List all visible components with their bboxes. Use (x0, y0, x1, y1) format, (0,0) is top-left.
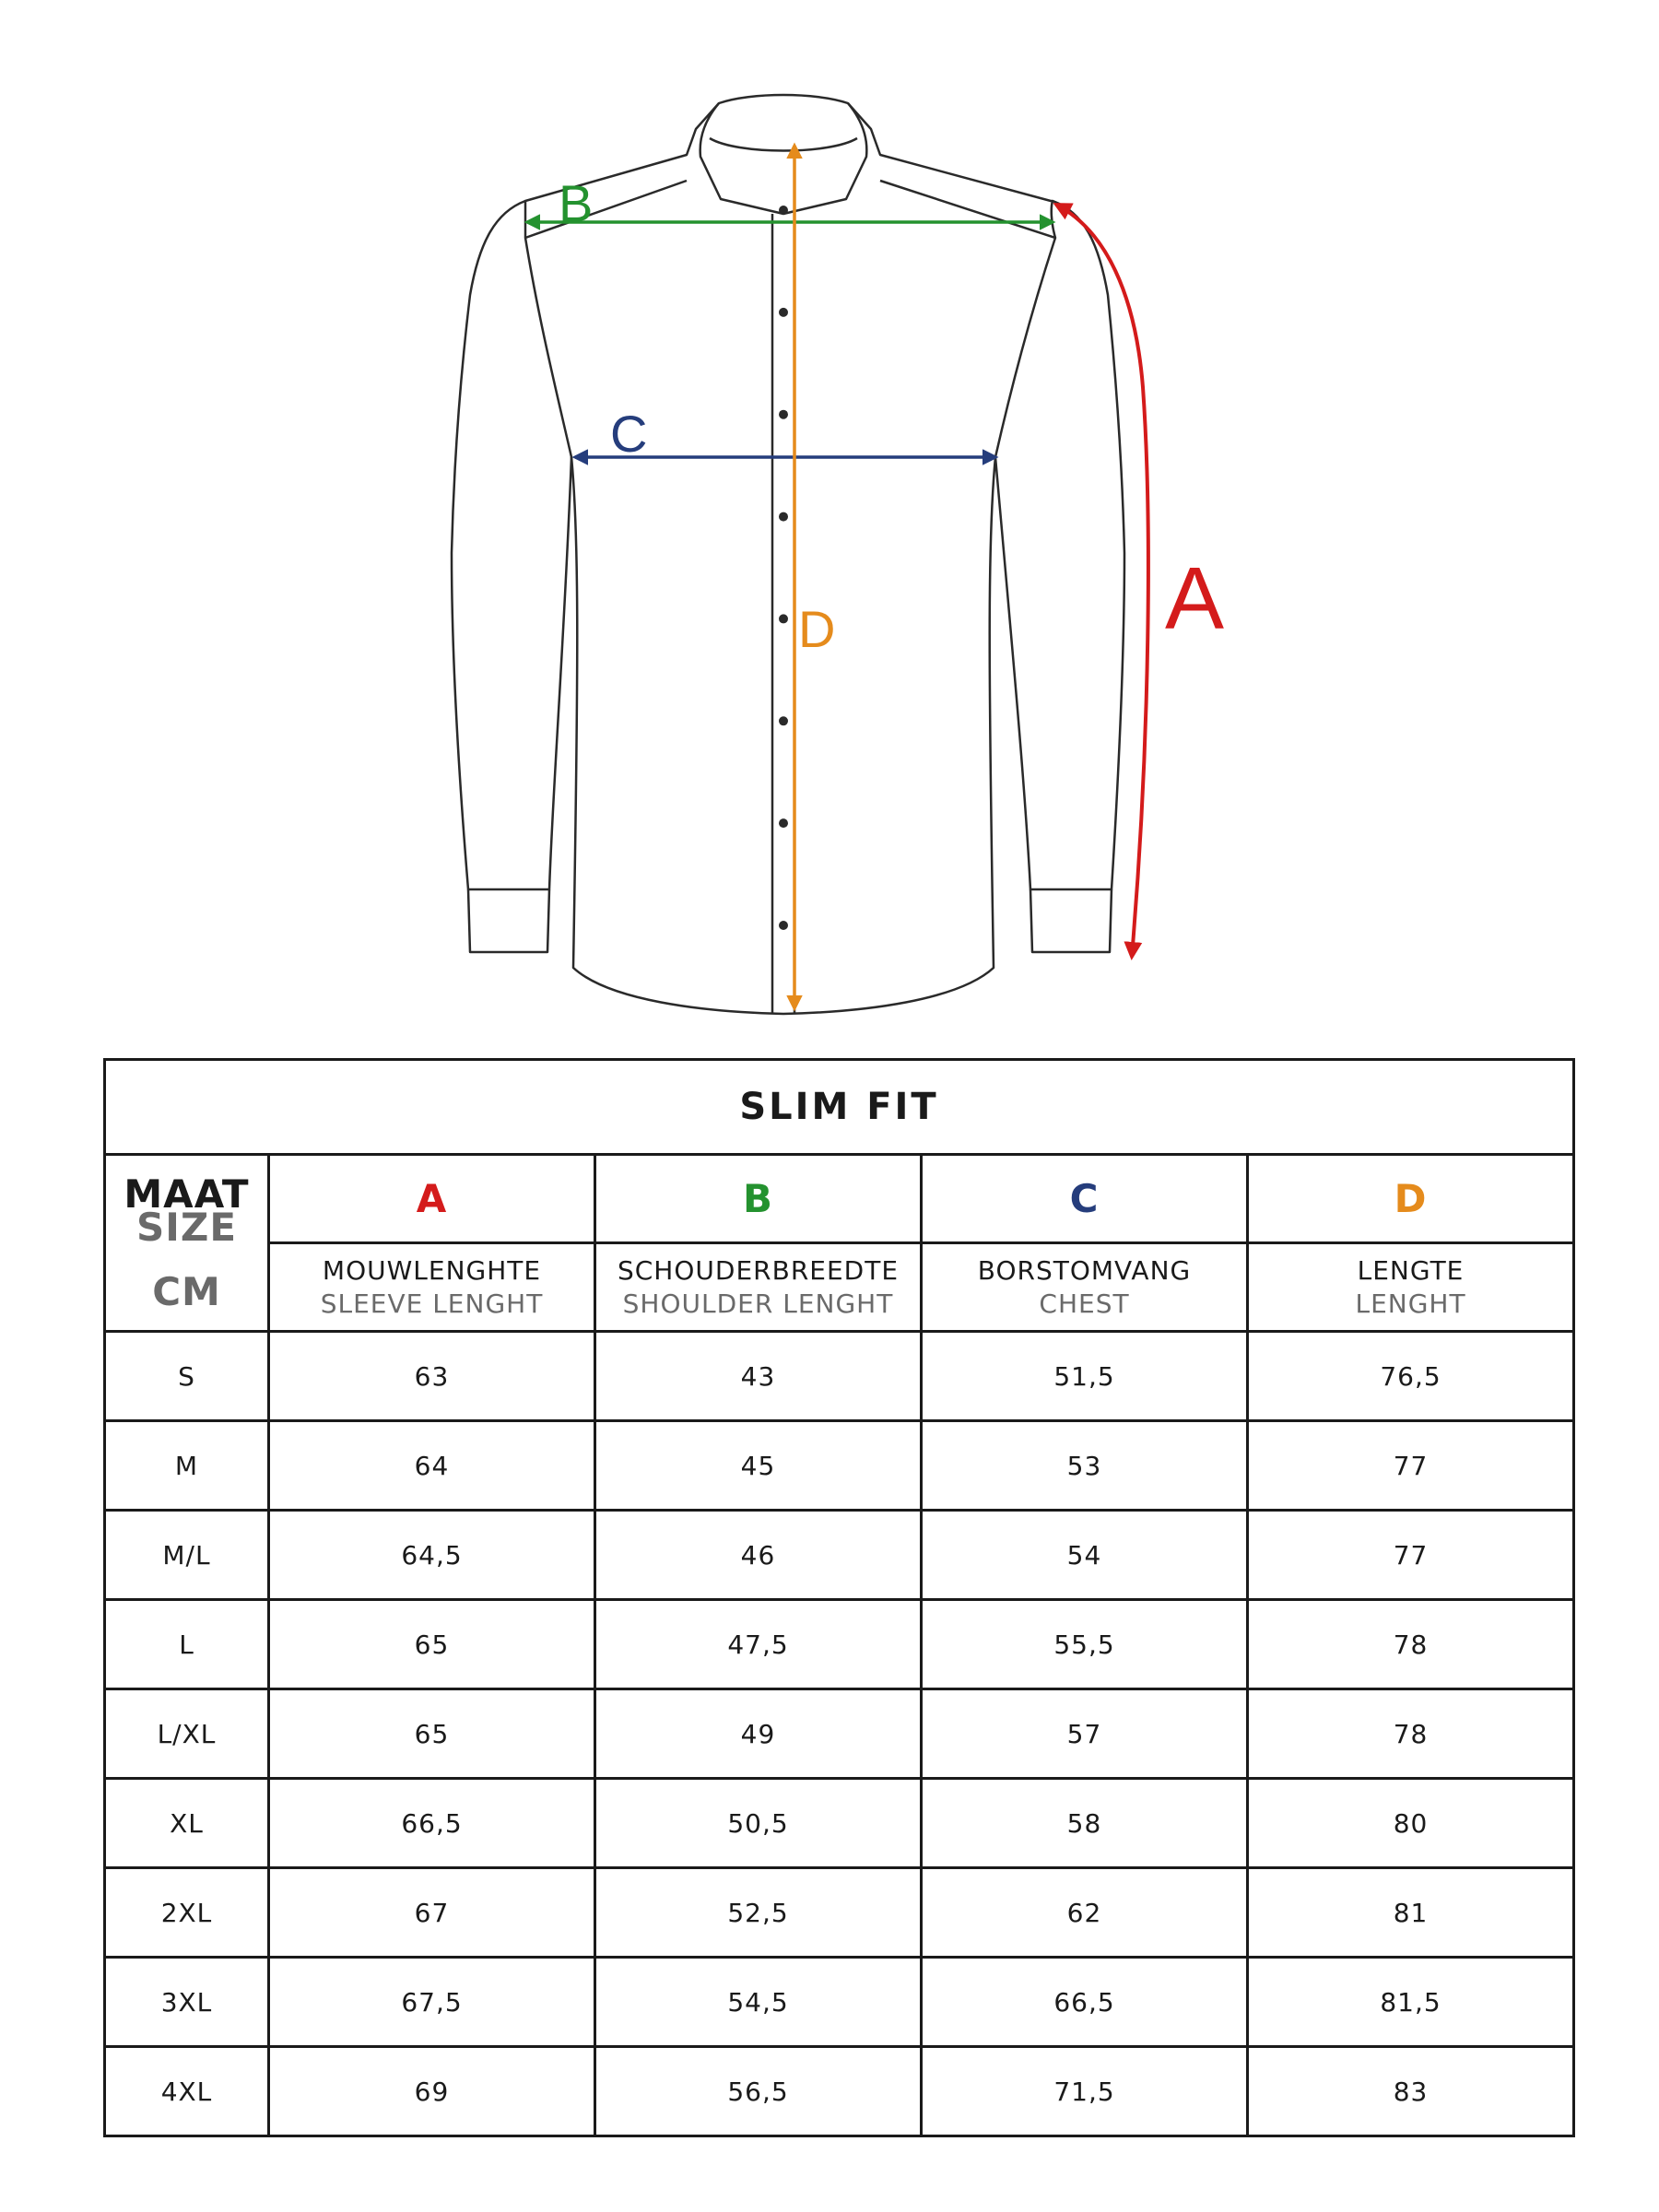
column-letter-b: B (595, 1155, 922, 1243)
label-d: D (798, 600, 836, 658)
label-b: B (559, 174, 594, 232)
value-cell-a: 65 (269, 1600, 595, 1689)
value-cell-d: 77 (1248, 1511, 1574, 1600)
table-row (105, 1511, 1574, 1600)
value-cell-c: 62 (922, 1868, 1248, 1958)
table-title: SLIM FIT (105, 1060, 1574, 1155)
column-name-c (922, 1243, 1248, 1332)
value-cell-b: 46 (595, 1511, 922, 1600)
value-cell-a: 67 (269, 1868, 595, 1958)
size-header-cell (105, 1155, 269, 1332)
shirt-measurement-diagram (0, 0, 1659, 1032)
value-cell-d: 76,5 (1248, 1332, 1574, 1421)
value-cell-a: 66,5 (269, 1779, 595, 1868)
column-letter-d: D (1248, 1155, 1574, 1243)
column-name-c-nl: BORSTOMVANG (977, 1254, 1192, 1286)
table-title-row (105, 1060, 1574, 1155)
measure-letter-row (105, 1155, 1574, 1243)
value-cell-b: 43 (595, 1332, 922, 1421)
size-cell: XL (105, 1779, 269, 1868)
column-name-a (269, 1243, 595, 1332)
size-cell: S (105, 1332, 269, 1421)
value-cell-a: 64 (269, 1421, 595, 1511)
column-name-b (595, 1243, 922, 1332)
value-cell-b: 47,5 (595, 1600, 922, 1689)
shirt-button (779, 716, 788, 725)
size-cell: M (105, 1421, 269, 1511)
collar-band (710, 138, 857, 151)
value-cell-c: 66,5 (922, 1958, 1248, 2047)
size-chart-table (103, 1058, 1575, 2137)
value-cell-a: 67,5 (269, 1958, 595, 2047)
column-letter-c: C (922, 1155, 1248, 1243)
size-header-line2: SIZE (135, 1204, 238, 1250)
label-c: C (610, 405, 648, 463)
label-a: A (1165, 549, 1225, 648)
table-row (105, 1958, 1574, 2047)
value-cell-b: 54,5 (595, 1958, 922, 2047)
shirt-button (779, 818, 788, 828)
column-name-c-en: CHEST (1039, 1288, 1130, 1319)
value-cell-c: 57 (922, 1689, 1248, 1779)
column-name-d (1248, 1243, 1574, 1332)
size-cell: L (105, 1600, 269, 1689)
value-cell-d: 77 (1248, 1421, 1574, 1511)
size-cell: 2XL (105, 1868, 269, 1958)
size-cell: 4XL (105, 2047, 269, 2136)
value-cell-a: 63 (269, 1332, 595, 1421)
value-cell-b: 52,5 (595, 1868, 922, 1958)
column-name-b-nl: SCHOUDERBREEDTE (617, 1254, 900, 1286)
value-cell-c: 53 (922, 1421, 1248, 1511)
value-cell-d: 81,5 (1248, 1958, 1574, 2047)
value-cell-d: 83 (1248, 2047, 1574, 2136)
value-cell-c: 58 (922, 1779, 1248, 1868)
column-name-d-nl: LENGTE (1357, 1254, 1465, 1286)
column-letter-a: A (269, 1155, 595, 1243)
left-cuff (468, 889, 549, 952)
value-cell-d: 78 (1248, 1600, 1574, 1689)
size-cell: M/L (105, 1511, 269, 1600)
shirt-button (779, 206, 788, 215)
yoke-seam (525, 181, 687, 238)
column-name-d-en: LENGHT (1355, 1288, 1466, 1319)
value-cell-a: 69 (269, 2047, 595, 2136)
value-cell-d: 81 (1248, 1868, 1574, 1958)
value-cell-a: 65 (269, 1689, 595, 1779)
value-cell-b: 45 (595, 1421, 922, 1511)
shirt-button (779, 410, 788, 419)
value-cell-a: 64,5 (269, 1511, 595, 1600)
column-name-b-en: SHOULDER LENGHT (622, 1288, 894, 1319)
value-cell-b: 56,5 (595, 2047, 922, 2136)
table-row (105, 1421, 1574, 1511)
left-sleeve (452, 201, 571, 889)
shirt-button (779, 512, 788, 522)
value-cell-c: 51,5 (922, 1332, 1248, 1421)
size-cell: L/XL (105, 1689, 269, 1779)
shirt-body (525, 95, 1055, 1014)
size-header-unit: CM (152, 1268, 221, 1314)
value-cell-c: 55,5 (922, 1600, 1248, 1689)
table-row (105, 1600, 1574, 1689)
shirt-outline (452, 95, 1124, 1014)
placket (772, 214, 794, 1014)
measure-a-arrow (1056, 205, 1148, 957)
table-row (105, 1332, 1574, 1421)
table-row (105, 1779, 1574, 1868)
measure-name-row (105, 1243, 1574, 1332)
collar (700, 103, 867, 214)
shirt-button (779, 308, 788, 317)
yoke-seam-right (880, 181, 1055, 238)
value-cell-d: 80 (1248, 1779, 1574, 1868)
value-cell-c: 71,5 (922, 2047, 1248, 2136)
size-header-line1: MAAT (124, 1171, 250, 1217)
right-cuff (1030, 889, 1112, 952)
value-cell-d: 78 (1248, 1689, 1574, 1779)
right-sleeve (995, 201, 1124, 889)
table-row (105, 2047, 1574, 2136)
size-cell: 3XL (105, 1958, 269, 2047)
shirt-button (779, 921, 788, 930)
table-row (105, 1868, 1574, 1958)
table-row (105, 1689, 1574, 1779)
column-name-a-nl: MOUWLENGHTE (322, 1254, 542, 1286)
value-cell-c: 54 (922, 1511, 1248, 1600)
shirt-button (779, 614, 788, 623)
value-cell-b: 49 (595, 1689, 922, 1779)
shirt-buttons (779, 206, 788, 930)
value-cell-b: 50,5 (595, 1779, 922, 1868)
column-name-a-en: SLEEVE LENGHT (320, 1288, 544, 1319)
